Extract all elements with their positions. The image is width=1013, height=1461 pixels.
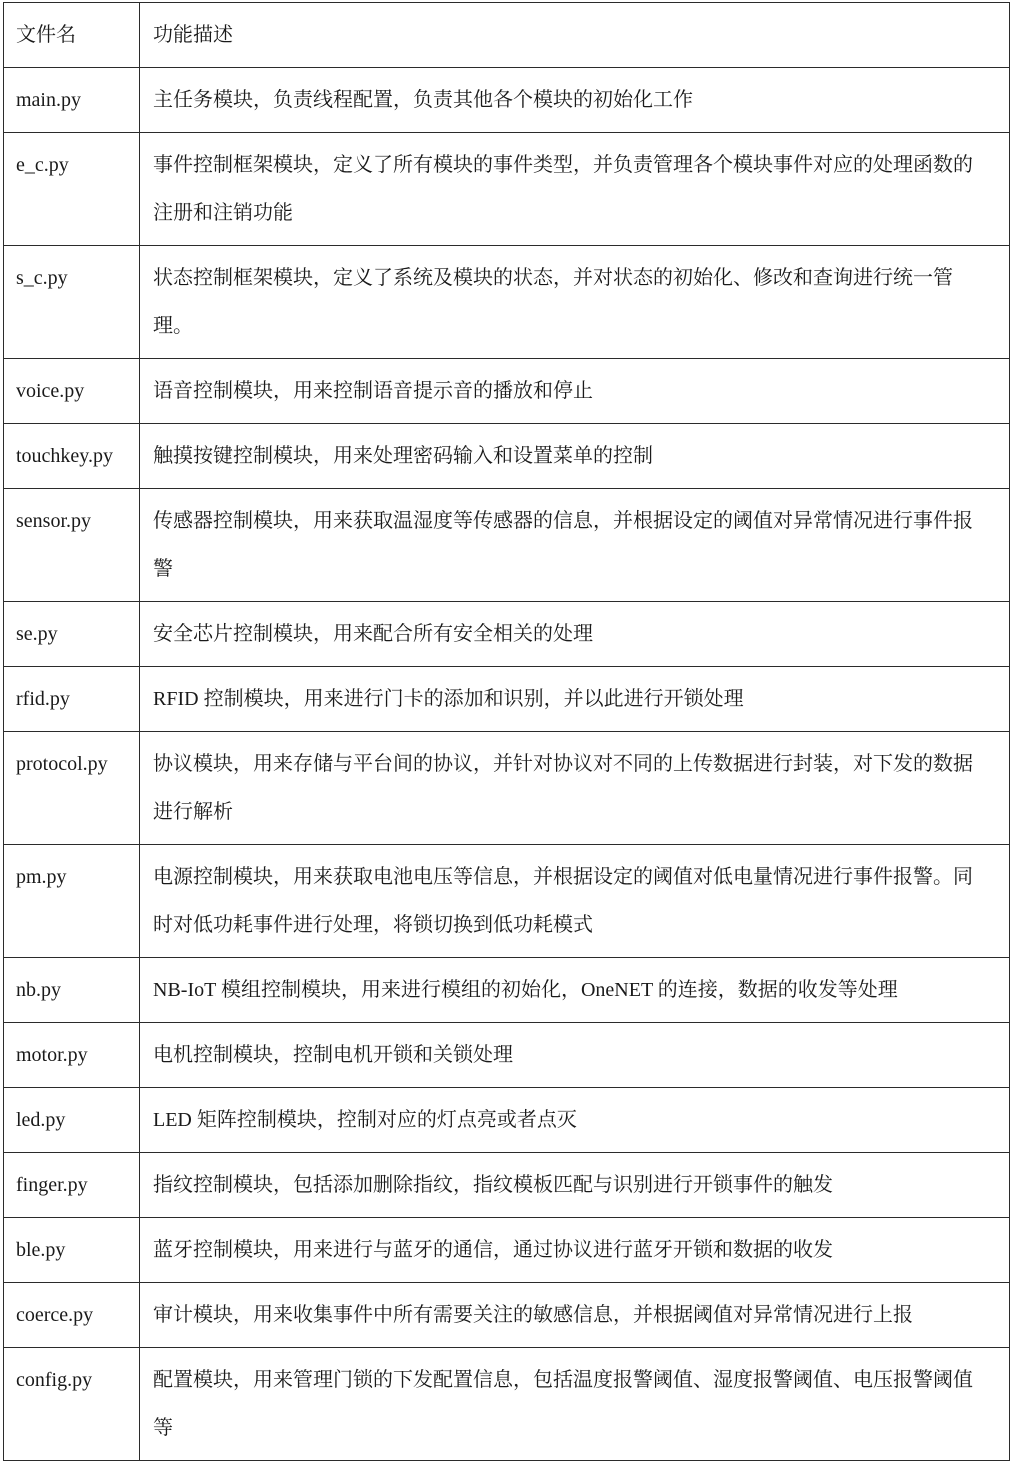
file-name-cell <box>4 424 140 489</box>
header-file-text: 文件名 <box>16 24 76 46</box>
file-name-cell <box>4 1023 140 1088</box>
table-row <box>4 732 1010 845</box>
table-row <box>4 246 1010 359</box>
description-cell <box>140 602 1010 667</box>
file-name: coerce.py <box>16 1304 94 1326</box>
description: 语音控制模块，用来控制语音提示音的播放和停止 <box>153 380 593 402</box>
file-name: finger.py <box>16 1174 88 1196</box>
description: 协议模块，用来存储与平台间的协议，并针对协议对不同的上传数据进行封装，对下发的数据进行解析 <box>153 753 973 823</box>
description-cell <box>140 732 1010 845</box>
description-cell <box>140 1023 1010 1088</box>
description: 电机控制模块，控制电机开锁和关锁处理 <box>153 1044 513 1066</box>
module-table <box>3 2 1010 1461</box>
file-name: se.py <box>16 623 58 645</box>
file-name-cell <box>4 958 140 1023</box>
file-name-cell <box>4 845 140 958</box>
description: LED 矩阵控制模块，控制对应的灯点亮或者点灭 <box>153 1109 577 1131</box>
description: 指纹控制模块，包括添加删除指纹，指纹模板匹配与识别进行开锁事件的触发 <box>153 1174 833 1196</box>
file-name: protocol.py <box>16 753 108 775</box>
description-cell <box>140 1218 1010 1283</box>
table-row <box>4 845 1010 958</box>
table-row <box>4 68 1010 133</box>
file-name-cell <box>4 667 140 732</box>
description-cell <box>140 359 1010 424</box>
description-cell <box>140 68 1010 133</box>
description: 安全芯片控制模块，用来配合所有安全相关的处理 <box>153 623 593 645</box>
table-row <box>4 602 1010 667</box>
description-cell <box>140 958 1010 1023</box>
description-cell <box>140 1153 1010 1218</box>
file-name-cell <box>4 1348 140 1461</box>
description: 触摸按键控制模块，用来处理密码输入和设置菜单的控制 <box>153 445 653 467</box>
description-cell <box>140 1088 1010 1153</box>
description-cell <box>140 424 1010 489</box>
description: 状态控制框架模块，定义了系统及模块的状态，并对状态的初始化、修改和查询进行统一管理。 <box>153 267 953 337</box>
file-name: nb.py <box>16 979 61 1001</box>
file-name: rfid.py <box>16 688 70 710</box>
file-name: led.py <box>16 1109 66 1131</box>
table-row <box>4 133 1010 246</box>
file-name: s_c.py <box>16 267 68 289</box>
table-header-row <box>4 3 1010 68</box>
table-row <box>4 1218 1010 1283</box>
file-name: motor.py <box>16 1044 88 1066</box>
description: 蓝牙控制模块，用来进行与蓝牙的通信，通过协议进行蓝牙开锁和数据的收发 <box>153 1239 833 1261</box>
file-name-cell <box>4 732 140 845</box>
description: 事件控制框架模块，定义了所有模块的事件类型，并负责管理各个模块事件对应的处理函数的注册和注销功能 <box>153 154 973 224</box>
description-cell <box>140 133 1010 246</box>
file-name-cell <box>4 489 140 602</box>
description-cell <box>140 489 1010 602</box>
file-name: config.py <box>16 1369 93 1391</box>
file-name-cell <box>4 359 140 424</box>
header-file-name <box>4 3 140 68</box>
description: 电源控制模块，用来获取电池电压等信息，并根据设定的阈值对低电量情况进行事件报警。同时对低功耗事件进行处理，将锁切换到低功耗模式 <box>153 866 973 936</box>
description: 传感器控制模块，用来获取温湿度等传感器的信息，并根据设定的阈值对异常情况进行事件报警 <box>153 510 973 580</box>
file-name-cell <box>4 246 140 359</box>
file-name: pm.py <box>16 866 67 888</box>
file-name: main.py <box>16 89 81 111</box>
description: 审计模块，用来收集事件中所有需要关注的敏感信息，并根据阈值对异常情况进行上报 <box>153 1304 913 1326</box>
file-name-cell <box>4 1088 140 1153</box>
header-desc-text: 功能描述 <box>153 24 233 46</box>
file-name-cell <box>4 1218 140 1283</box>
file-name-cell <box>4 602 140 667</box>
file-name-cell <box>4 133 140 246</box>
file-name: ble.py <box>16 1239 66 1261</box>
description: 配置模块，用来管理门锁的下发配置信息，包括温度报警阈值、湿度报警阈值、电压报警阈值等 <box>153 1369 973 1439</box>
table-row <box>4 958 1010 1023</box>
header-description <box>140 3 1010 68</box>
description: RFID 控制模块，用来进行门卡的添加和识别，并以此进行开锁处理 <box>153 688 744 710</box>
table-row <box>4 667 1010 732</box>
file-name: e_c.py <box>16 154 69 176</box>
table-row <box>4 359 1010 424</box>
table-row <box>4 1023 1010 1088</box>
description-cell <box>140 667 1010 732</box>
description-cell <box>140 1348 1010 1461</box>
description-cell <box>140 845 1010 958</box>
description: NB-IoT 模组控制模块，用来进行模组的初始化，OneNET 的连接，数据的收发等处理 <box>153 979 898 1001</box>
description-cell <box>140 246 1010 359</box>
description: 主任务模块，负责线程配置，负责其他各个模块的初始化工作 <box>153 89 693 111</box>
table-row <box>4 489 1010 602</box>
file-name-cell <box>4 1283 140 1348</box>
file-name: touchkey.py <box>16 445 114 467</box>
description-cell <box>140 1283 1010 1348</box>
table-row <box>4 1153 1010 1218</box>
file-name-cell <box>4 68 140 133</box>
table-row <box>4 1283 1010 1348</box>
table-row <box>4 424 1010 489</box>
table-row <box>4 1348 1010 1461</box>
file-name-cell <box>4 1153 140 1218</box>
file-name: voice.py <box>16 380 85 402</box>
file-name: sensor.py <box>16 510 91 532</box>
table-row <box>4 1088 1010 1153</box>
